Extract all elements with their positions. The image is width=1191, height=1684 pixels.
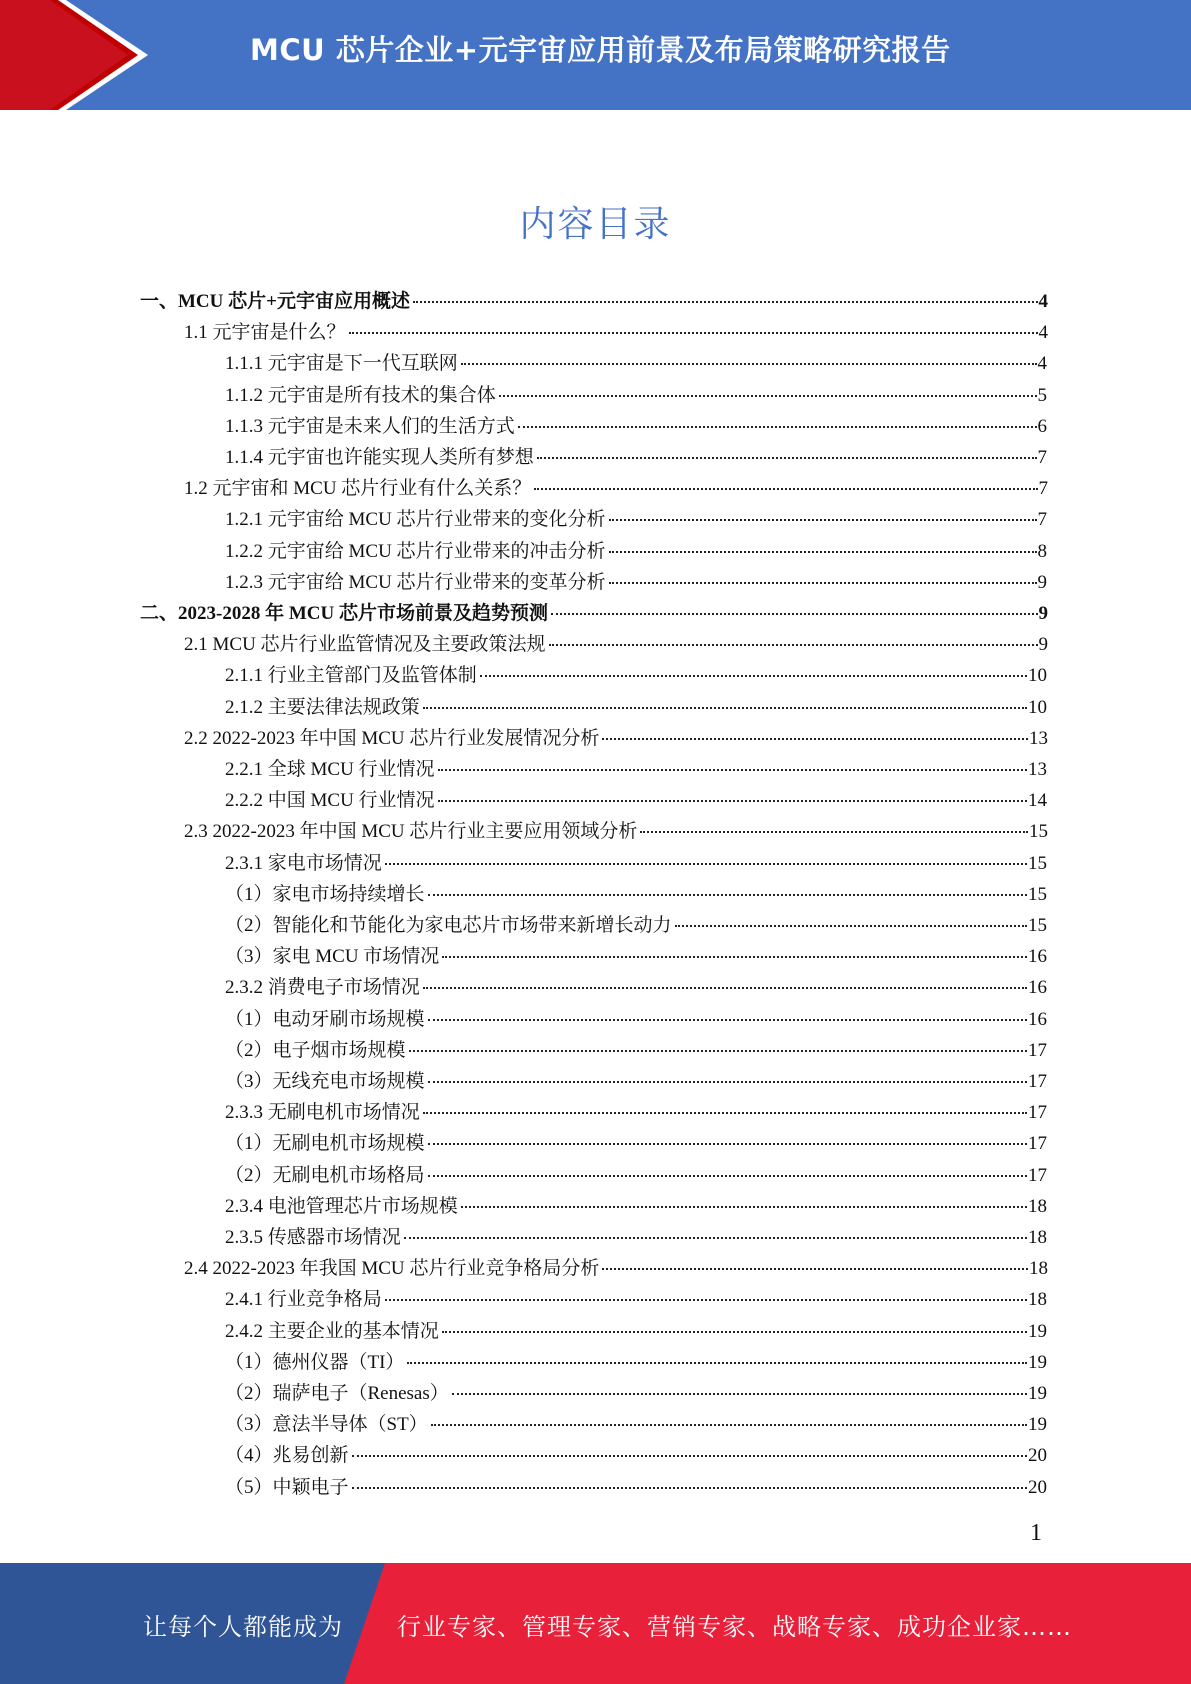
toc-entry-text: 1.1.2 元宇宙是所有技术的集合体 [225,384,496,406]
toc-leader-dots [442,1330,1027,1333]
toc-entry-text: （4）兆易创新 [225,1445,349,1467]
toc-entry-page: 18 [1029,1258,1048,1280]
toc-entry-text: 2.3.4 电池管理芯片市场规模 [225,1195,458,1217]
toc-entry[interactable] [225,1222,1047,1252]
toc-entry-text: 1.1.3 元宇宙是未来人们的生活方式 [225,415,515,437]
toc-leader-dots [423,706,1027,709]
toc-entry[interactable] [184,473,1048,503]
toc-entry[interactable] [225,411,1047,441]
toc-entry-page: 17 [1028,1133,1047,1155]
toc-entry[interactable] [225,1347,1047,1377]
toc-entry-page: 9 [1038,603,1048,624]
toc-entry-text: 1.2 元宇宙和 MCU 芯片行业有什么关系？ [184,478,532,500]
toc-entry-page: 4 [1038,322,1048,344]
toc-entry-text: 2.3.3 无刷电机市场情况 [225,1102,420,1124]
toc-entry-text: 2.3.2 消费电子市场情况 [225,977,420,999]
toc-entry-text: 1.2.3 元宇宙给 MCU 芯片行业带来的变革分析 [225,571,606,593]
toc-entry-page: 10 [1028,665,1047,687]
toc-entry-text: 2.3.5 传感器市场情况 [225,1227,401,1248]
toc-entry-page: 18 [1028,1227,1047,1248]
toc-leader-dots [609,550,1037,553]
footer-band [0,1563,1191,1684]
toc-leader-dots [442,955,1027,958]
toc-entry[interactable] [225,754,1047,784]
toc-entry[interactable] [225,1378,1047,1408]
toc-entry[interactable] [225,848,1047,878]
footer-slogan-right: 行业专家、管理专家、营销专家、战略专家、成功企业家…… [397,1613,1072,1641]
toc-entry-text: 2.2 2022-2023 年中国 MCU 芯片行业发展情况分析 [184,727,600,749]
toc-entry[interactable] [225,1128,1047,1158]
toc-entry-text: 2.2.2 中国 MCU 行业情况 [225,790,435,812]
toc-leader-dots [385,862,1027,865]
toc-entry-page: 17 [1028,1164,1047,1186]
toc-entry-page: 13 [1029,727,1048,749]
toc-entry-page: 7 [1037,447,1047,468]
toc-leader-dots [551,612,1038,615]
toc-entry-page: 20 [1028,1445,1047,1467]
toc-entry-text: （1）家电市场持续增长 [225,883,425,905]
toc-entry-text: 2.3 2022-2023 年中国 MCU 芯片行业主要应用领域分析 [184,821,638,843]
toc-leader-dots [438,768,1027,771]
toc-entry-text: （2）智能化和节能化为家电芯片市场带来新增长动力 [225,915,672,936]
toc-entry-page: 4 [1037,353,1047,375]
toc-entry-page: 4 [1038,291,1048,312]
toc-leader-dots [675,924,1027,927]
toc-entry-text: （1）无刷电机市场规模 [225,1133,425,1155]
toc-leader-dots [407,1361,1027,1364]
toc-entry-text: 2.4.1 行业竞争格局 [225,1289,382,1311]
toc-leader-dots [609,581,1037,584]
toc-entry-text: 1.1.1 元宇宙是下一代互联网 [225,353,458,375]
toc-entry-text: （1）电动牙刷市场规模 [225,1008,425,1030]
footer-slogan-left: 让每个人都能成为 [143,1613,343,1641]
toc-entry-page: 6 [1037,415,1047,437]
toc-entry-page: 19 [1028,1320,1047,1342]
toc-entry-text: 2.1.1 行业主管部门及监管体制 [225,665,477,687]
toc-entry[interactable] [225,941,1047,971]
toc-entry[interactable] [225,442,1047,472]
toc-entry[interactable] [184,723,1048,753]
toc-entry-page: 17 [1028,1071,1047,1092]
toc-entry-text: （2）电子烟市场规模 [225,1039,406,1061]
toc-entry[interactable] [225,1472,1047,1502]
toc-leader-dots [385,1298,1027,1301]
toc-heading: 内容目录 [519,204,672,245]
toc-entry-page: 15 [1028,915,1047,936]
toc-entry[interactable] [184,629,1048,659]
toc-entry[interactable] [184,1253,1048,1283]
toc-entry-page: 15 [1029,821,1048,843]
toc-entry-page: 19 [1028,1383,1047,1404]
toc-entry-text: （2）无刷电机市场格局 [225,1164,425,1186]
toc-entry-text: 1.1 元宇宙是什么？ [184,322,346,344]
toc-entry-text: 2.1 MCU 芯片行业监管情况及主要政策法规 [184,634,546,656]
toc-leader-dots [537,456,1037,459]
toc-entry[interactable] [225,567,1047,597]
toc-entry-page: 16 [1028,946,1047,968]
toc-entry-page: 8 [1037,540,1047,562]
toc-leader-dots [602,737,1028,740]
toc-entry-text: 二、2023-2028 年 MCU 芯片市场前景及趋势预测 [140,603,548,624]
toc-leader-dots [428,893,1027,896]
toc-entry[interactable] [225,1191,1047,1221]
toc-entry-page: 9 [1037,571,1047,593]
toc-entry-text: （3）意法半导体（ST） [225,1414,428,1436]
toc-entry[interactable] [225,1066,1047,1096]
toc-entry[interactable] [225,1440,1047,1470]
toc-entry-text: （2）瑞萨电子（Renesas） [225,1383,449,1404]
toc-leader-dots [428,1174,1027,1177]
toc-entry-page: 17 [1028,1102,1047,1124]
toc-leader-dots [413,300,1038,303]
toc-entry-page: 18 [1028,1289,1047,1311]
report-title: MCU 芯片企业+元宇宙应用前景及布局策略研究报告 [250,33,951,67]
toc-entry[interactable] [225,972,1047,1002]
toc-entry-page: 10 [1028,696,1047,718]
toc-entry-text: 2.4.2 主要企业的基本情况 [225,1320,439,1342]
toc-leader-dots [518,425,1037,428]
toc-leader-dots [428,1080,1027,1083]
toc-leader-dots [609,518,1037,521]
toc-entry-page: 18 [1028,1195,1047,1217]
toc-entry-page: 20 [1028,1476,1047,1498]
toc-leader-dots [404,1236,1027,1239]
toc-entry-text: 2.3.1 家电市场情况 [225,852,382,874]
toc-leader-dots [452,1392,1027,1395]
toc-leader-dots [423,1111,1027,1114]
toc-entry[interactable] [225,380,1047,410]
toc-entry[interactable] [225,910,1047,940]
toc-leader-dots [438,799,1027,802]
toc-entry[interactable] [184,816,1048,846]
toc-entry-text: 1.2.1 元宇宙给 MCU 芯片行业带来的变化分析 [225,509,606,531]
toc-leader-dots [480,674,1027,677]
toc-entry-page: 19 [1028,1351,1047,1373]
toc-entry-page: 15 [1028,852,1047,874]
toc-entry[interactable] [184,317,1048,347]
toc-entry[interactable] [225,1284,1047,1314]
toc-entry-page: 9 [1038,634,1048,656]
toc-leader-dots [349,331,1038,334]
toc-leader-dots [602,1267,1028,1270]
toc-entry[interactable] [225,1160,1047,1190]
toc-leader-dots [534,487,1037,490]
toc-entry[interactable] [140,286,1048,316]
toc-entry-page: 16 [1028,977,1047,999]
toc-entry[interactable] [225,1035,1047,1065]
toc-entry-page: 16 [1028,1008,1047,1030]
toc-leader-dots [428,1018,1027,1021]
toc-entry-page: 7 [1038,478,1048,500]
toc-leader-dots [352,1486,1027,1489]
toc-leader-dots [409,1049,1027,1052]
toc-entry[interactable] [225,1097,1047,1127]
toc-entry[interactable] [225,348,1047,378]
toc-leader-dots [499,394,1037,397]
toc-entry-text: 2.1.2 主要法律法规政策 [225,696,420,718]
toc-leader-dots [461,362,1037,365]
toc-entry-text: （1）德州仪器（TI） [225,1351,405,1373]
toc-entry-page: 19 [1028,1414,1047,1436]
toc-entry[interactable] [225,536,1047,566]
toc-entry-text: （5）中颖电子 [225,1476,349,1498]
toc-entry[interactable] [225,1409,1047,1439]
toc-entry-page: 7 [1037,509,1047,531]
page-number: 1 [1030,1520,1042,1546]
toc-entry-page: 14 [1028,790,1047,812]
toc-entry[interactable] [225,1316,1047,1346]
toc-leader-dots [428,1142,1027,1145]
toc-entry-text: 1.1.4 元宇宙也许能实现人类所有梦想 [225,447,534,468]
toc-entry[interactable] [225,660,1047,690]
toc-leader-dots [640,830,1028,833]
header-band [0,0,1191,110]
toc-entry-text: 1.2.2 元宇宙给 MCU 芯片行业带来的冲击分析 [225,540,606,562]
toc-entry[interactable] [225,504,1047,534]
toc-leader-dots [423,986,1027,989]
toc-entry-page: 15 [1028,883,1047,905]
toc-entry-page: 13 [1028,759,1047,780]
toc-entry[interactable] [225,879,1047,909]
toc-entry[interactable] [225,1004,1047,1034]
toc-entry-text: （3）家电 MCU 市场情况 [225,946,440,968]
toc-entry-text: 2.2.1 全球 MCU 行业情况 [225,759,435,780]
toc-entry-text: 2.4 2022-2023 年我国 MCU 芯片行业竞争格局分析 [184,1258,600,1280]
toc-entry-text: （3）无线充电市场规模 [225,1071,425,1092]
toc-entry[interactable] [225,692,1047,722]
toc-entry-page: 17 [1028,1039,1047,1061]
toc-entry[interactable] [140,598,1048,628]
toc-entry-text: 一、MCU 芯片+元宇宙应用概述 [140,291,410,312]
toc-leader-dots [352,1454,1027,1457]
toc-entry-page: 5 [1037,384,1047,406]
toc-leader-dots [461,1205,1027,1208]
toc-entry[interactable] [225,785,1047,815]
toc-leader-dots [431,1423,1027,1426]
toc-leader-dots [549,643,1038,646]
